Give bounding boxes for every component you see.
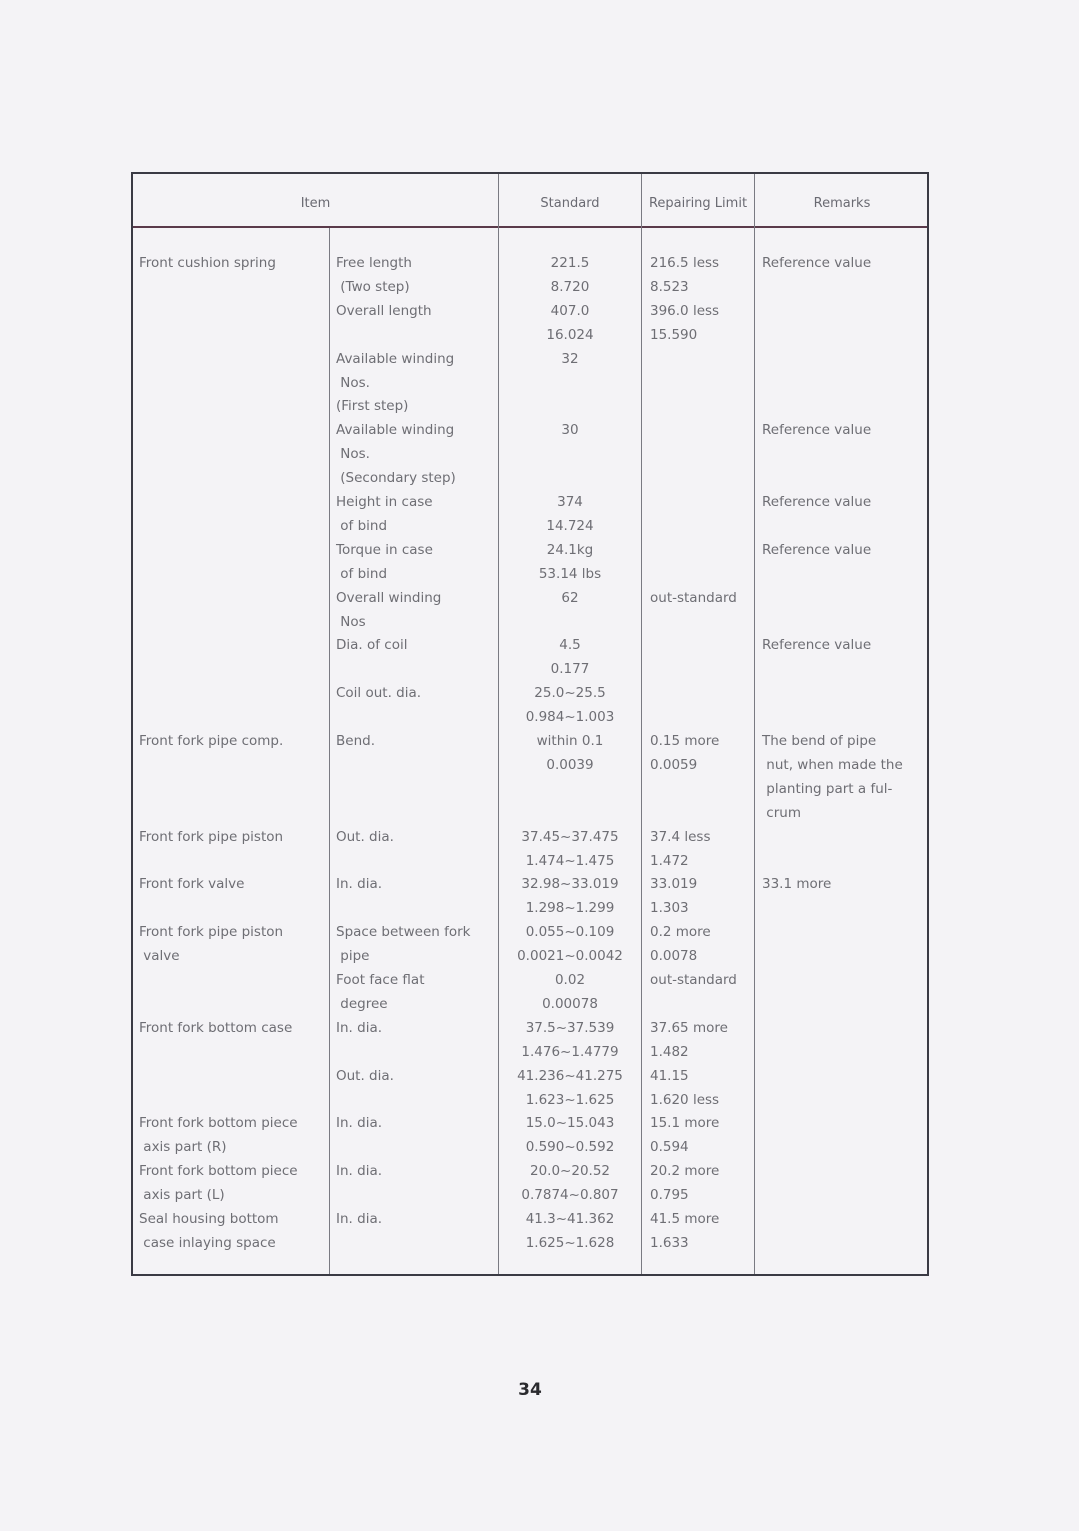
cell-standard: 1.625~1.628	[525, 1234, 615, 1251]
cell-repairing-limit: 41.15	[650, 1067, 689, 1084]
cell-group: Front fork pipe comp.	[139, 733, 284, 749]
cell-repairing-limit: 0.795	[650, 1187, 689, 1204]
cell-repairing-limit: 0.0078	[650, 948, 698, 965]
page-number: 34	[518, 1380, 542, 1400]
cell-standard: 8.720	[550, 278, 590, 295]
cell-repairing-limit: 216.5 less	[650, 255, 720, 271]
cell-standard: 4.5	[559, 637, 581, 654]
cell-repairing-limit: 0.15 more	[650, 733, 720, 749]
cell-standard: 0.0039	[546, 756, 594, 773]
cell-standard: 1.298~1.299	[525, 900, 615, 917]
cell-group: Front fork pipe piston	[139, 828, 284, 845]
cell-remarks: Reference value	[762, 541, 872, 558]
cell-group: Front cushion spring	[139, 255, 276, 271]
cell-remarks: nut, when made the	[762, 756, 903, 773]
cell-standard: 1.623~1.625	[525, 1091, 615, 1108]
cell-standard: 37.5~37.539	[525, 1019, 615, 1036]
cell-group: Front fork bottom piece	[139, 1163, 298, 1180]
specification-table	[131, 172, 929, 1276]
cell-remarks: Reference value	[762, 255, 872, 271]
cell-item: In. dia.	[336, 1019, 383, 1036]
cell-standard: 0.177	[550, 661, 590, 678]
cell-group: Seal housing bottom	[139, 1211, 279, 1227]
cell-standard: 0.00078	[542, 995, 598, 1012]
cell-standard: 32	[561, 350, 579, 367]
cell-item: Available winding	[336, 422, 455, 439]
cell-item: (Secondary step)	[336, 470, 456, 487]
cell-standard: 62	[561, 589, 579, 606]
cell-standard: 24.1kg	[546, 541, 594, 558]
cell-remarks: Reference value	[762, 494, 872, 510]
cell-standard: 25.0~25.5	[534, 685, 606, 702]
cell-repairing-limit: 8.523	[650, 278, 689, 295]
cell-item: Overall length	[336, 302, 432, 319]
cell-repairing-limit: 15.590	[650, 326, 698, 343]
cell-item: In. dia.	[336, 1211, 383, 1227]
cell-item: Available winding	[336, 350, 455, 367]
cell-repairing-limit: 15.1 more	[650, 1115, 720, 1132]
cell-repairing-limit: 1.303	[650, 900, 689, 917]
cell-group: Front fork bottom case	[139, 1019, 293, 1036]
divider-limit	[641, 174, 642, 1274]
cell-standard: 374	[557, 494, 583, 510]
cell-remarks: Reference value	[762, 637, 872, 654]
cell-item: Overall winding	[336, 589, 442, 606]
cell-item: Torque in case	[336, 541, 433, 558]
cell-standard: 0.590~0.592	[525, 1139, 615, 1156]
divider-subitem	[329, 228, 330, 1274]
cell-item: of bind	[336, 517, 388, 534]
table-header	[133, 174, 927, 228]
cell-repairing-limit: 33.019	[650, 876, 698, 893]
cell-standard: 16.024	[546, 326, 594, 343]
cell-repairing-limit: 1.620 less	[650, 1091, 720, 1108]
cell-item: Dia. of coil	[336, 637, 408, 654]
divider-remarks	[754, 174, 755, 1274]
cell-repairing-limit: 396.0 less	[650, 302, 720, 319]
cell-repairing-limit: 0.2 more	[650, 924, 711, 941]
cell-repairing-limit: 37.4 less	[650, 828, 711, 845]
cell-item: Out. dia.	[336, 1067, 394, 1084]
cell-standard: 20.0~20.52	[529, 1163, 611, 1180]
cell-group: axis part (L)	[139, 1187, 225, 1204]
cell-standard: 0.02	[554, 972, 586, 988]
cell-repairing-limit: 41.5 more	[650, 1211, 720, 1227]
cell-standard: 1.474~1.475	[525, 852, 615, 869]
header-standard: Standard	[540, 196, 600, 211]
cell-item: Foot face flat	[336, 972, 425, 988]
header-item: Item	[300, 196, 331, 211]
cell-standard: 221.5	[550, 255, 590, 271]
cell-group: Front fork pipe piston	[139, 924, 284, 941]
cell-standard: 407.0	[550, 302, 590, 319]
cell-item: In. dia.	[336, 1115, 383, 1132]
cell-item: degree	[336, 995, 388, 1012]
cell-repairing-limit: 0.0059	[650, 756, 698, 773]
divider-standard	[498, 174, 499, 1274]
cell-group: axis part (R)	[139, 1139, 227, 1156]
cell-item: Free length	[336, 255, 412, 271]
cell-standard: 0.055~0.109	[525, 924, 615, 941]
cell-remarks: Reference value	[762, 422, 872, 439]
cell-remarks: The bend of pipe	[762, 733, 877, 749]
cell-repairing-limit: out-standard	[650, 589, 737, 606]
cell-item: Out. dia.	[336, 828, 394, 845]
cell-standard: 37.45~37.475	[521, 828, 619, 845]
cell-standard: 53.14 lbs	[538, 565, 602, 582]
cell-standard: 0.984~1.003	[525, 709, 615, 726]
cell-standard: 15.0~15.043	[525, 1115, 615, 1132]
cell-item: Nos	[336, 613, 366, 630]
cell-item: of bind	[336, 565, 388, 582]
cell-item: In. dia.	[336, 876, 383, 893]
cell-standard: 32.98~33.019	[521, 876, 619, 893]
cell-standard: 0.0021~0.0042	[517, 948, 623, 965]
cell-group: case inlaying space	[139, 1234, 276, 1251]
cell-standard: 0.7874~0.807	[521, 1187, 619, 1204]
cell-item: Space between fork	[336, 924, 471, 941]
cell-item: (First step)	[336, 398, 409, 415]
cell-repairing-limit: 1.472	[650, 852, 689, 869]
cell-group: Front fork valve	[139, 876, 245, 893]
cell-item: pipe	[336, 948, 370, 965]
cell-remarks: planting part a ful-	[762, 780, 893, 797]
cell-item: Nos.	[336, 374, 370, 391]
cell-item: Coil out. dia.	[336, 685, 422, 702]
cell-remarks: 33.1 more	[762, 876, 832, 893]
cell-repairing-limit: 1.482	[650, 1043, 689, 1060]
cell-item: Bend.	[336, 733, 375, 749]
cell-remarks: crum	[762, 804, 801, 821]
cell-repairing-limit: 37.65 more	[650, 1019, 728, 1036]
cell-repairing-limit: 20.2 more	[650, 1163, 720, 1180]
cell-group: valve	[139, 948, 180, 965]
cell-item: (Two step)	[336, 278, 410, 295]
cell-item: Height in case	[336, 494, 433, 510]
cell-repairing-limit: 1.633	[650, 1234, 689, 1251]
header-repairing-limit: Repairing Limit	[648, 196, 748, 211]
cell-group: Front fork bottom piece	[139, 1115, 298, 1132]
cell-standard: within 0.1	[536, 733, 604, 749]
cell-standard: 14.724	[546, 517, 594, 534]
cell-standard: 41.3~41.362	[525, 1211, 615, 1227]
cell-repairing-limit: out-standard	[650, 972, 737, 988]
cell-standard: 41.236~41.275	[517, 1067, 623, 1084]
header-remarks: Remarks	[813, 196, 871, 211]
cell-repairing-limit: 0.594	[650, 1139, 689, 1156]
cell-standard: 30	[561, 422, 579, 439]
cell-standard: 1.476~1.4779	[521, 1043, 619, 1060]
cell-item: In. dia.	[336, 1163, 383, 1180]
cell-item: Nos.	[336, 446, 370, 463]
